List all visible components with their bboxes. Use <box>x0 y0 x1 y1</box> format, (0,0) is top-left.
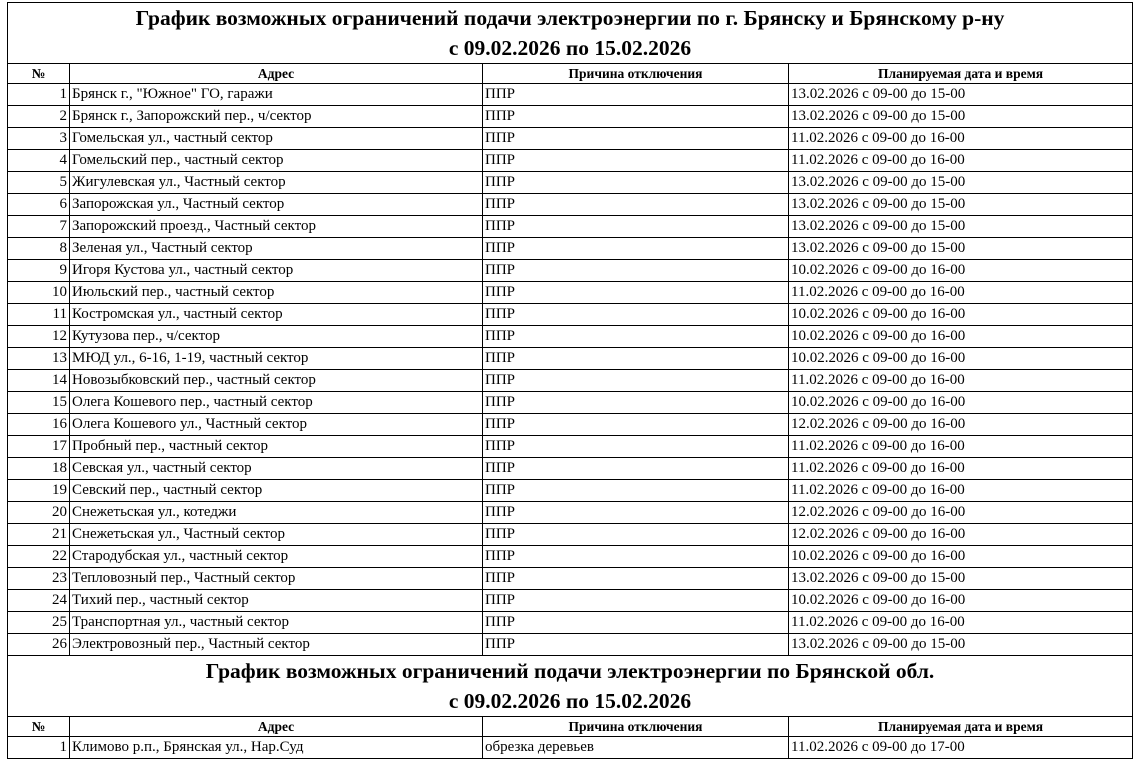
table-row <box>8 590 1133 612</box>
table-row <box>8 150 1133 172</box>
row-address: Снежетьская ул., котеджи <box>70 502 483 524</box>
row-reason: ППР <box>483 634 789 656</box>
row-address: Транспортная ул., частный сектор <box>70 612 483 634</box>
row-reason: обрезка деревьев <box>483 737 789 759</box>
row-number: 1 <box>8 84 70 106</box>
section-title-line1: График возможных ограничений подачи электроэнергии по г. Брянску и Брянскому р-ну <box>135 6 1005 30</box>
row-datetime: 11.02.2026 с 09-00 до 16-00 <box>789 458 1133 480</box>
row-reason: ППР <box>483 348 789 370</box>
row-reason: ППР <box>483 436 789 458</box>
row-number: 17 <box>8 436 70 458</box>
row-address: Брянск г., "Южное" ГО, гаражи <box>70 84 483 106</box>
row-reason: ППР <box>483 414 789 436</box>
row-number: 20 <box>8 502 70 524</box>
row-address: Электровозный пер., Частный сектор <box>70 634 483 656</box>
row-datetime: 10.02.2026 с 09-00 до 16-00 <box>789 590 1133 612</box>
row-address: Жигулевская ул., Частный сектор <box>70 172 483 194</box>
row-address: Кутузова пер., ч/сектор <box>70 326 483 348</box>
row-reason: ППР <box>483 84 789 106</box>
row-datetime: 13.02.2026 с 09-00 до 15-00 <box>789 194 1133 216</box>
row-datetime: 13.02.2026 с 09-00 до 15-00 <box>789 238 1133 260</box>
header-row <box>8 717 1133 737</box>
row-address: Запорожский проезд., Частный сектор <box>70 216 483 238</box>
row-reason: ППР <box>483 260 789 282</box>
row-number: 9 <box>8 260 70 282</box>
row-datetime: 13.02.2026 с 09-00 до 15-00 <box>789 568 1133 590</box>
row-reason: ППР <box>483 194 789 216</box>
row-number: 6 <box>8 194 70 216</box>
row-number: 26 <box>8 634 70 656</box>
row-reason: ППР <box>483 150 789 172</box>
row-reason: ППР <box>483 590 789 612</box>
table-row <box>8 370 1133 392</box>
row-datetime: 10.02.2026 с 09-00 до 16-00 <box>789 260 1133 282</box>
row-reason: ППР <box>483 106 789 128</box>
row-datetime: 13.02.2026 с 09-00 до 15-00 <box>789 106 1133 128</box>
row-address: Запорожская ул., Частный сектор <box>70 194 483 216</box>
table-row <box>8 568 1133 590</box>
row-reason: ППР <box>483 458 789 480</box>
table-row <box>8 128 1133 150</box>
header-row <box>8 64 1133 84</box>
row-datetime: 12.02.2026 с 09-00 до 16-00 <box>789 502 1133 524</box>
row-number: 10 <box>8 282 70 304</box>
row-address: Севский пер., частный сектор <box>70 480 483 502</box>
schedule-table <box>7 2 1133 759</box>
header-datetime: Планируемая дата и время <box>789 64 1133 84</box>
row-address: Брянск г., Запорожский пер., ч/сектор <box>70 106 483 128</box>
row-reason: ППР <box>483 524 789 546</box>
row-number: 19 <box>8 480 70 502</box>
row-address: Гомельский пер., частный сектор <box>70 150 483 172</box>
row-address: Стародубская ул., частный сектор <box>70 546 483 568</box>
section-title-line2: с 09.02.2026 по 15.02.2026 <box>448 36 692 60</box>
table-row <box>8 216 1133 238</box>
row-reason: ППР <box>483 238 789 260</box>
row-number: 2 <box>8 106 70 128</box>
row-reason: ППР <box>483 216 789 238</box>
section-title-line1: График возможных ограничений подачи электроэнергии по Брянской обл. <box>205 659 935 683</box>
table-row <box>8 172 1133 194</box>
table-row <box>8 524 1133 546</box>
table-row <box>8 84 1133 106</box>
row-reason: ППР <box>483 304 789 326</box>
row-datetime: 11.02.2026 с 09-00 до 17-00 <box>789 737 1133 759</box>
row-number: 18 <box>8 458 70 480</box>
table-row <box>8 348 1133 370</box>
row-address: МЮД ул., 6-16, 1-19, частный сектор <box>70 348 483 370</box>
row-datetime: 11.02.2026 с 09-00 до 16-00 <box>789 282 1133 304</box>
section-title-row <box>8 3 1133 64</box>
row-address: Игоря Кустова ул., частный сектор <box>70 260 483 282</box>
row-datetime: 13.02.2026 с 09-00 до 15-00 <box>789 84 1133 106</box>
header-address: Адрес <box>70 64 483 84</box>
row-number: 13 <box>8 348 70 370</box>
row-datetime: 11.02.2026 с 09-00 до 16-00 <box>789 480 1133 502</box>
row-address: Костромская ул., частный сектор <box>70 304 483 326</box>
row-datetime: 13.02.2026 с 09-00 до 15-00 <box>789 216 1133 238</box>
row-reason: ППР <box>483 326 789 348</box>
row-number: 1 <box>8 737 70 759</box>
table-row <box>8 737 1133 759</box>
row-number: 22 <box>8 546 70 568</box>
table-row <box>8 260 1133 282</box>
row-datetime: 11.02.2026 с 09-00 до 16-00 <box>789 150 1133 172</box>
row-reason: ППР <box>483 546 789 568</box>
section-title <box>8 656 1133 717</box>
table-row <box>8 106 1133 128</box>
row-datetime: 11.02.2026 с 09-00 до 16-00 <box>789 436 1133 458</box>
header-reason: Причина отключения <box>483 64 789 84</box>
header-reason: Причина отключения <box>483 717 789 737</box>
table-row <box>8 282 1133 304</box>
row-address: Новозыбковский пер., частный сектор <box>70 370 483 392</box>
row-number: 21 <box>8 524 70 546</box>
row-address: Зеленая ул., Частный сектор <box>70 238 483 260</box>
row-reason: ППР <box>483 392 789 414</box>
row-address: Севская ул., частный сектор <box>70 458 483 480</box>
section-title-line2: с 09.02.2026 по 15.02.2026 <box>448 689 692 713</box>
row-address: Тихий пер., частный сектор <box>70 590 483 612</box>
row-reason: ППР <box>483 502 789 524</box>
row-number: 14 <box>8 370 70 392</box>
row-address: Пробный пер., частный сектор <box>70 436 483 458</box>
row-datetime: 11.02.2026 с 09-00 до 16-00 <box>789 128 1133 150</box>
row-datetime: 11.02.2026 с 09-00 до 16-00 <box>789 370 1133 392</box>
header-datetime: Планируемая дата и время <box>789 717 1133 737</box>
row-datetime: 10.02.2026 с 09-00 до 16-00 <box>789 326 1133 348</box>
row-number: 23 <box>8 568 70 590</box>
row-datetime: 10.02.2026 с 09-00 до 16-00 <box>789 348 1133 370</box>
row-number: 7 <box>8 216 70 238</box>
row-address: Гомельская ул., частный сектор <box>70 128 483 150</box>
row-address: Климово р.п., Брянская ул., Нар.Суд <box>70 737 483 759</box>
row-number: 24 <box>8 590 70 612</box>
row-datetime: 12.02.2026 с 09-00 до 16-00 <box>789 414 1133 436</box>
row-number: 15 <box>8 392 70 414</box>
row-address: Олега Кошевого пер., частный сектор <box>70 392 483 414</box>
table-row <box>8 326 1133 348</box>
row-reason: ППР <box>483 128 789 150</box>
row-number: 11 <box>8 304 70 326</box>
row-datetime: 11.02.2026 с 09-00 до 16-00 <box>789 612 1133 634</box>
row-reason: ППР <box>483 612 789 634</box>
row-number: 5 <box>8 172 70 194</box>
row-number: 12 <box>8 326 70 348</box>
header-num: № <box>8 64 70 84</box>
row-address: Олега Кошевого ул., Частный сектор <box>70 414 483 436</box>
row-datetime: 10.02.2026 с 09-00 до 16-00 <box>789 546 1133 568</box>
row-number: 16 <box>8 414 70 436</box>
table-row <box>8 414 1133 436</box>
header-address: Адрес <box>70 717 483 737</box>
row-address: Июльский пер., частный сектор <box>70 282 483 304</box>
header-num: № <box>8 717 70 737</box>
row-number: 25 <box>8 612 70 634</box>
row-number: 4 <box>8 150 70 172</box>
row-datetime: 10.02.2026 с 09-00 до 16-00 <box>789 304 1133 326</box>
section-title <box>8 3 1133 64</box>
row-reason: ППР <box>483 480 789 502</box>
row-datetime: 13.02.2026 с 09-00 до 15-00 <box>789 634 1133 656</box>
table-row <box>8 436 1133 458</box>
table-row <box>8 392 1133 414</box>
table-row <box>8 194 1133 216</box>
table-row <box>8 238 1133 260</box>
table-row <box>8 480 1133 502</box>
row-address: Тепловозный пер., Частный сектор <box>70 568 483 590</box>
table-row <box>8 502 1133 524</box>
row-address: Снежетьская ул., Частный сектор <box>70 524 483 546</box>
row-number: 3 <box>8 128 70 150</box>
table-row <box>8 304 1133 326</box>
row-reason: ППР <box>483 172 789 194</box>
row-reason: ППР <box>483 370 789 392</box>
table-row <box>8 612 1133 634</box>
row-number: 8 <box>8 238 70 260</box>
row-datetime: 13.02.2026 с 09-00 до 15-00 <box>789 172 1133 194</box>
row-datetime: 10.02.2026 с 09-00 до 16-00 <box>789 392 1133 414</box>
table-row <box>8 458 1133 480</box>
row-datetime: 12.02.2026 с 09-00 до 16-00 <box>789 524 1133 546</box>
row-reason: ППР <box>483 282 789 304</box>
table-row <box>8 546 1133 568</box>
row-reason: ППР <box>483 568 789 590</box>
section-title-row <box>8 656 1133 717</box>
table-row <box>8 634 1133 656</box>
